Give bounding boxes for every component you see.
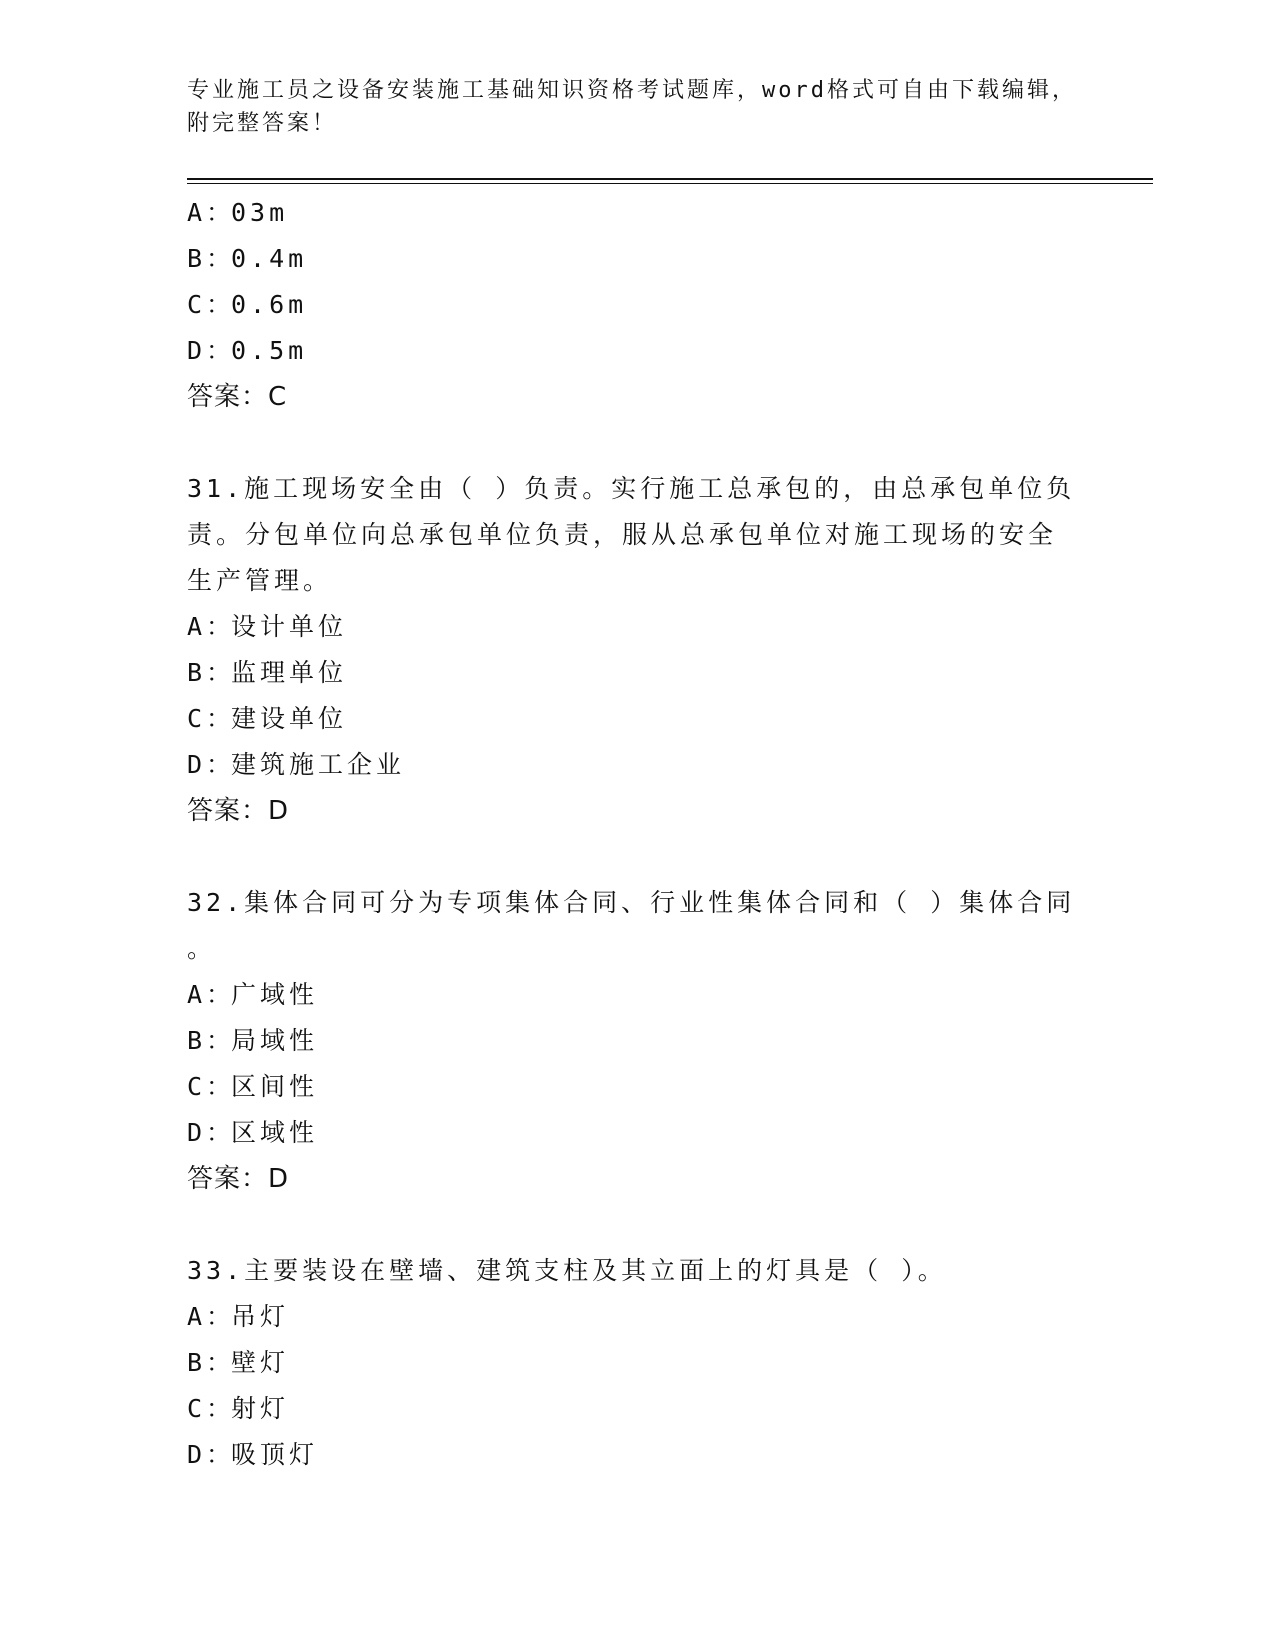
option-d xyxy=(187,1432,1067,1478)
option-text: 吸顶灯 xyxy=(231,1440,319,1469)
question-stem-line: 责。分包单位向总承包单位负责，服从总承包单位对施工现场的安全 xyxy=(187,520,1058,549)
option-key: C： xyxy=(187,1394,236,1423)
option-b xyxy=(187,1018,1067,1064)
option-c xyxy=(187,282,1067,328)
answer: 答案：C xyxy=(187,382,288,412)
question-33 xyxy=(187,1248,1067,1478)
option-key: A： xyxy=(187,1302,236,1331)
option-text: 监理单位 xyxy=(231,658,348,687)
option-text: 局域性 xyxy=(231,1026,319,1055)
option-text: 吊灯 xyxy=(231,1302,290,1331)
question-stem-line: 31.施工现场安全由（ ）负责。实行施工总承包的，由总承包单位负 xyxy=(187,474,1076,503)
header-divider-thin xyxy=(187,183,1153,184)
option-b xyxy=(187,650,1067,696)
option-key: D： xyxy=(187,336,236,365)
option-text: 03m xyxy=(231,198,289,227)
option-d xyxy=(187,328,1067,374)
option-key: C： xyxy=(187,1072,236,1101)
option-key: D： xyxy=(187,1440,236,1469)
option-text: 0.4m xyxy=(231,244,308,273)
option-text: 广域性 xyxy=(231,980,319,1009)
option-c xyxy=(187,1064,1067,1110)
option-text: 射灯 xyxy=(231,1394,290,1423)
option-b xyxy=(187,236,1067,282)
option-text: 设计单位 xyxy=(231,612,348,641)
spacer xyxy=(187,834,1067,880)
option-c xyxy=(187,1386,1067,1432)
question-31 xyxy=(187,466,1076,834)
header-line-2: 附完整答案！ xyxy=(187,111,338,136)
question-stem-line: 33.主要装设在壁墙、建筑支柱及其立面上的灯具是（ ）。 xyxy=(187,1256,947,1285)
answer: 答案：D xyxy=(187,796,290,826)
document-header xyxy=(187,74,1077,140)
spacer xyxy=(187,1202,1067,1248)
option-text: 建筑施工企业 xyxy=(231,750,406,779)
option-key: A： xyxy=(187,980,236,1009)
option-text: 建设单位 xyxy=(231,704,348,733)
option-key: D： xyxy=(187,1118,236,1147)
option-d xyxy=(187,1110,1067,1156)
option-key: C： xyxy=(187,290,236,319)
option-key: A： xyxy=(187,612,236,641)
spacer xyxy=(187,420,1067,466)
question-30 xyxy=(187,190,1067,420)
option-a xyxy=(187,972,1067,1018)
question-stem-line: 生产管理。 xyxy=(187,566,333,595)
option-key: A： xyxy=(187,198,236,227)
answer: 答案：D xyxy=(187,1164,290,1194)
option-key: B： xyxy=(187,1348,236,1377)
header-line-1: 专业施工员之设备安装施工基础知识资格考试题库，word格式可自由下载编辑， xyxy=(187,78,1077,103)
option-d xyxy=(187,742,1067,788)
option-a xyxy=(187,1294,1067,1340)
option-key: B： xyxy=(187,244,236,273)
option-text: 0.5m xyxy=(231,336,308,365)
option-text: 0.6m xyxy=(231,290,308,319)
question-stem-line: 32.集体合同可分为专项集体合同、行业性集体合同和（ ）集体合同 xyxy=(187,888,1076,917)
option-key: D： xyxy=(187,750,236,779)
question-32 xyxy=(187,880,1076,1202)
option-text: 壁灯 xyxy=(231,1348,290,1377)
header-divider-thick xyxy=(187,178,1153,180)
question-list xyxy=(187,190,1076,1478)
option-key: B： xyxy=(187,658,236,687)
option-key: B： xyxy=(187,1026,236,1055)
option-text: 区间性 xyxy=(231,1072,319,1101)
option-a xyxy=(187,190,1067,236)
question-stem-line: 。 xyxy=(187,934,213,963)
option-a xyxy=(187,604,1067,650)
option-key: C： xyxy=(187,704,236,733)
option-text: 区域性 xyxy=(231,1118,319,1147)
option-b xyxy=(187,1340,1067,1386)
option-c xyxy=(187,696,1067,742)
